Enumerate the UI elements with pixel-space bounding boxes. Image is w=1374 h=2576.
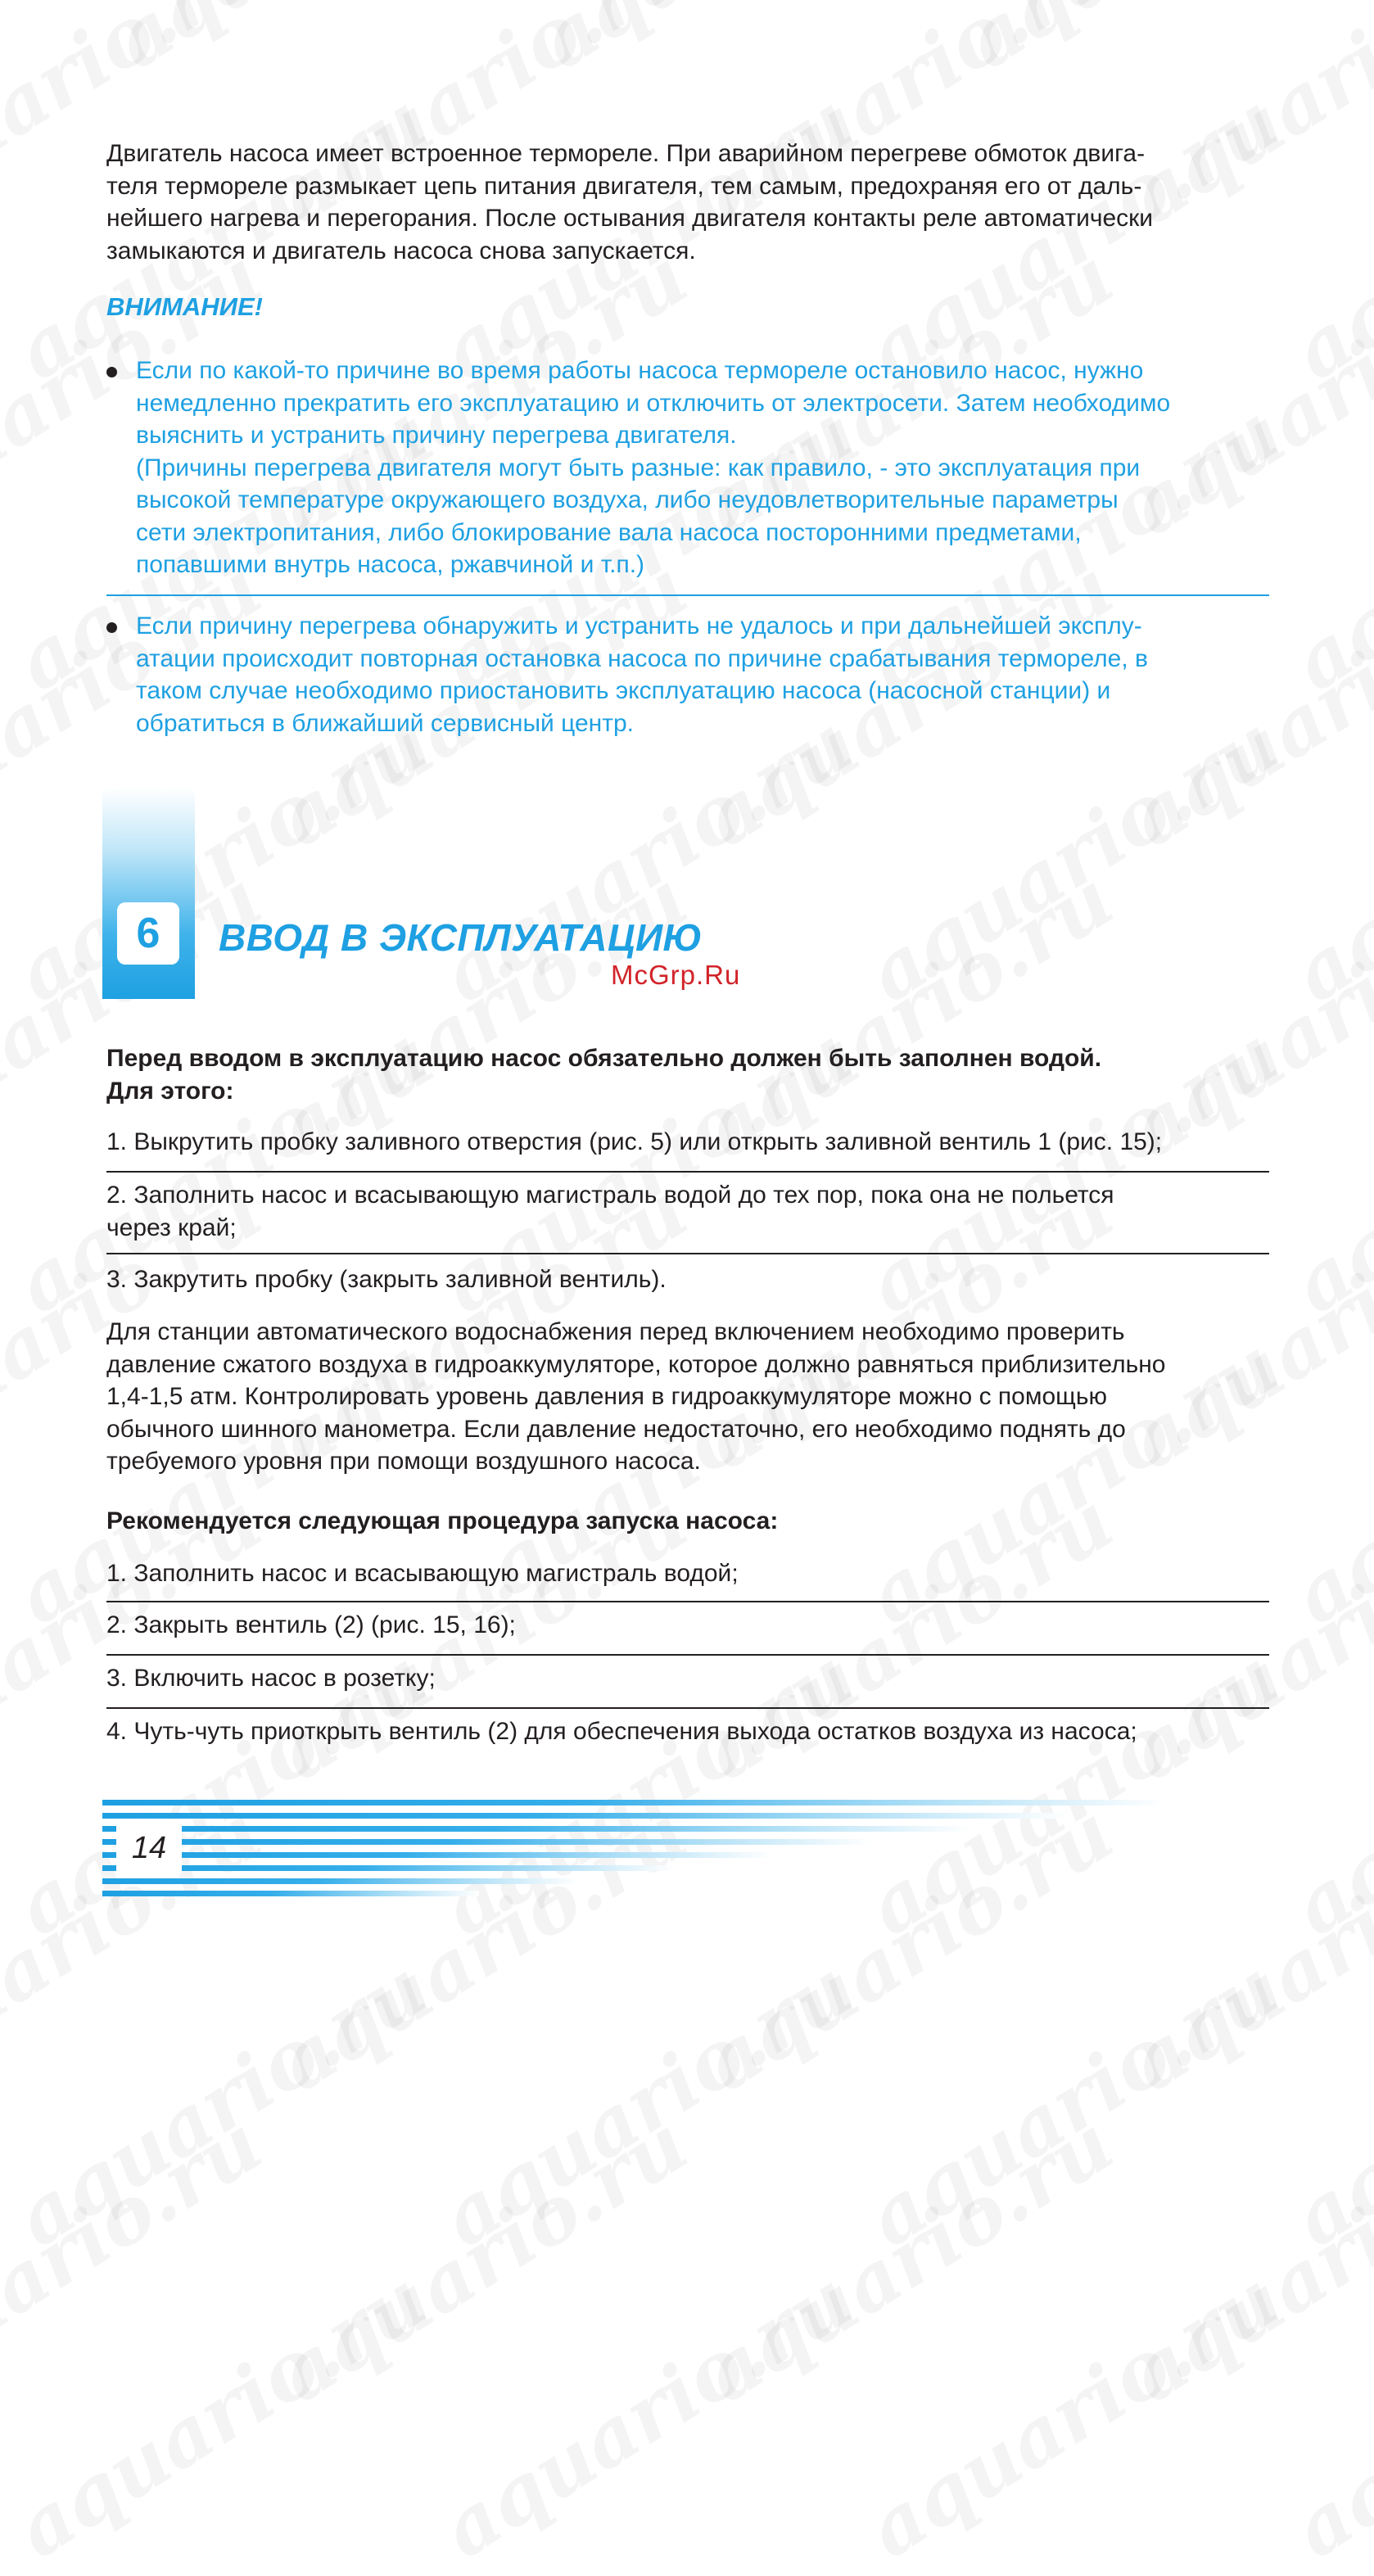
- intro-line: нейшего нагрева и перегорания. После остывания двигателя контакты реле автоматически: [106, 205, 1154, 232]
- step-divider: [106, 1601, 1269, 1602]
- bullet-divider: [106, 594, 1269, 596]
- site-tag: McGrp.Ru: [611, 960, 741, 990]
- bullet-line: высокой температуре окружающего воздуха, либо неудовлетворительные параметры: [136, 486, 1119, 513]
- startup-heading: Рекомендуется следующая процедура запуска насоса:: [106, 1507, 779, 1534]
- station-paragraph: [106, 1316, 1269, 1478]
- watermark-text: [426, 2253, 867, 2576]
- prep-step-1: 1. Выкрутить пробку заливного отверстия (рис. 5) или открыть заливной вентиль 1 (рис. 15);: [106, 1128, 1163, 1155]
- watermark-text: [0, 2253, 441, 2576]
- watermark-text: [0, 2097, 278, 2420]
- step-divider: [106, 1171, 1269, 1173]
- watermark-text: [688, 2097, 1129, 2420]
- page-number: 14: [116, 1819, 182, 1877]
- bullet-line: выяснить и устранить причину перегрева двигателя.: [136, 422, 737, 449]
- step-divider: [106, 1253, 1269, 1254]
- attention-heading: ВНИМАНИЕ!: [106, 292, 263, 321]
- intro-line: Двигатель насоса имеет встроенное термореле. При аварийном перегреве обмоток двига-: [106, 140, 1146, 167]
- watermark-text: [0, 2253, 16, 2576]
- section-number: 6: [117, 902, 179, 965]
- intro-line: теля термореле размыкает цепь питания двигателя, тем самым, предохраняя его от даль-: [106, 172, 1142, 200]
- bullet-line: (Причины перегрева двигателя могут быть разные: как правило, - это эксплуатация при: [136, 454, 1141, 481]
- watermark-text: [1114, 2097, 1374, 2420]
- watermark-text: [262, 2097, 703, 2420]
- bullet-dot-icon: [106, 367, 117, 377]
- station-line: 1,4-1,5 атм. Контролировать уровень давления в гидроаккумуляторе можно с помощью: [106, 1383, 1107, 1410]
- warning-bullet-1: [106, 355, 1269, 581]
- bullet-line: атации происходит повторная остановка насоса по причине срабатывания термореле, в: [136, 644, 1148, 672]
- station-line: давление сжатого воздуха в гидроаккумуляторе, которое должно равняться приблизительно: [106, 1350, 1166, 1378]
- watermark-text: [852, 2253, 1293, 2576]
- warning-bullet-2: [106, 610, 1269, 739]
- startup-step-3: 3. Включить насос в розетку;: [106, 1665, 436, 1692]
- bullet-line: Если по какой-то причине во время работы насоса термореле остановило насос, нужно: [136, 357, 1144, 384]
- section-header-bar: [102, 788, 195, 999]
- bullet-line: немедленно прекратить его эксплуатацию и отключить от электросети. Затем необходимо: [136, 389, 1171, 417]
- watermark-text: [426, 1941, 867, 2265]
- bullet-dot-icon: [106, 622, 117, 633]
- watermark-text: [0, 1941, 16, 2265]
- station-line: требуемого уровня при помощи воздушного насоса.: [106, 1448, 701, 1475]
- prep-step-line: 2. Заполнить насос и всасывающую магистраль водой до тех пор, пока она не польется: [106, 1182, 1114, 1209]
- startup-step-1: 1. Заполнить насос и всасывающую магистраль водой;: [106, 1560, 739, 1587]
- station-line: Для станции автоматического водоснабжения перед включением необходимо проверить: [106, 1318, 1125, 1345]
- bullet-line: попавшими внутрь насоса, ржавчиной и т.п.): [136, 551, 645, 578]
- intro-line: замыкаются и двигатель насоса снова запускается.: [106, 237, 696, 264]
- watermark-text: [1277, 2253, 1374, 2576]
- prep-step-line: через край;: [106, 1213, 237, 1241]
- step-divider: [106, 1707, 1269, 1709]
- bullet-line: сети электропитания, либо блокирование вала насоса посторонними предметами,: [136, 518, 1082, 546]
- watermark-text: [1277, 1941, 1374, 2265]
- section-title: ВВОД В ЭКСПЛУАТАЦИЮ: [219, 916, 703, 959]
- prep-heading-line: Для этого:: [106, 1077, 234, 1105]
- prep-step-3: 3. Закрутить пробку (закрыть заливной вентиль).: [106, 1266, 667, 1293]
- bullet-line: таком случае необходимо приостановить эксплуатацию насоса (насосной станции) и: [136, 677, 1111, 704]
- startup-step-2: 2. Закрыть вентиль (2) (рис. 15, 16);: [106, 1611, 516, 1638]
- startup-step-4: 4. Чуть-чуть приоткрыть вентиль (2) для обеспечения выхода остатков воздуха из насоса;: [106, 1718, 1137, 1745]
- step-divider: [106, 1654, 1269, 1656]
- watermark-text: [852, 1941, 1293, 2265]
- intro-paragraph: [106, 138, 1269, 267]
- bullet-line: Если причину перегрева обнаружить и устранить не удалось и при дальнейшей эксплу-: [136, 612, 1142, 639]
- footer-stripes: [102, 1800, 1273, 1896]
- prep-heading-line: Перед вводом в эксплуатацию насос обязательно должен быть заполнен водой.: [106, 1045, 1102, 1072]
- station-line: обычного шинного манометра. Если давление недостаточно, его необходимо поднять до: [106, 1415, 1126, 1443]
- prep-step-2: [106, 1179, 1269, 1244]
- prep-heading: [106, 1042, 1269, 1107]
- watermark-text: [0, 1941, 441, 2265]
- bullet-line: обратиться в ближайший сервисный центр.: [136, 709, 634, 737]
